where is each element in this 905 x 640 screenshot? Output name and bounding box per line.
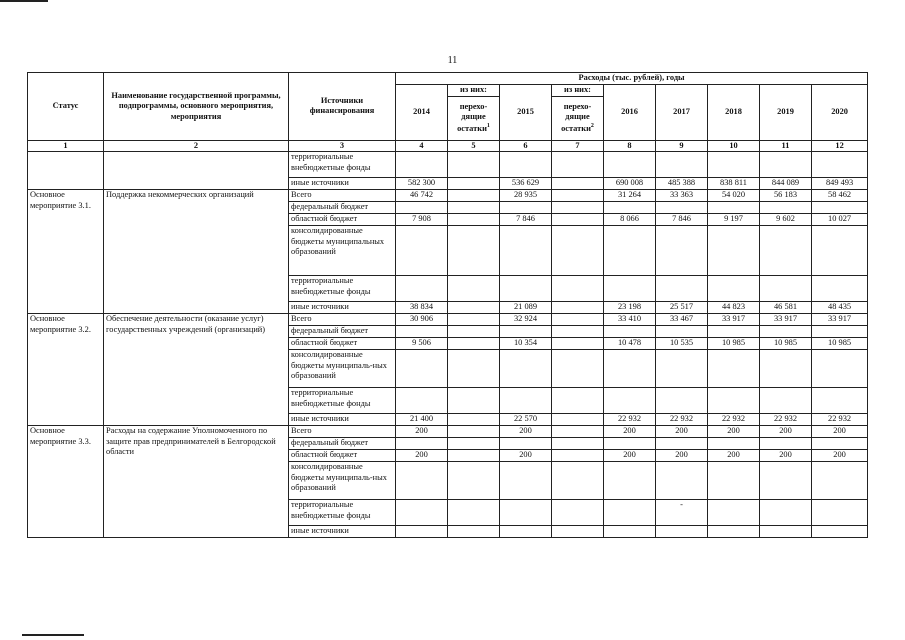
value-cell: 485 388: [656, 178, 708, 190]
value-cell: [656, 388, 708, 414]
value-cell: 7 908: [396, 214, 448, 226]
value-cell: [656, 526, 708, 538]
value-cell: [448, 450, 500, 462]
value-cell: [552, 152, 604, 178]
value-cell: 200: [760, 426, 812, 438]
value-cell: [760, 226, 812, 276]
value-cell: [604, 350, 656, 388]
value-cell: 10 985: [760, 338, 812, 350]
value-cell: [552, 414, 604, 426]
value-cell: [396, 462, 448, 500]
value-cell: [708, 202, 760, 214]
value-cell: [604, 526, 656, 538]
value-cell: 200: [812, 450, 868, 462]
funding-source: иные источники: [289, 526, 396, 538]
value-cell: 54 020: [708, 190, 760, 202]
value-cell: [448, 226, 500, 276]
value-cell: 33 917: [812, 314, 868, 326]
status-cell: Основное мероприятие 3.3.: [28, 426, 104, 538]
value-cell: [760, 202, 812, 214]
footnote-2-marker: 2: [590, 122, 594, 129]
value-cell: 22 932: [708, 414, 760, 426]
value-cell: [708, 276, 760, 302]
value-cell: 200: [708, 450, 760, 462]
value-cell: [500, 202, 552, 214]
value-cell: [812, 276, 868, 302]
value-cell: 582 300: [396, 178, 448, 190]
scan-edge-mark: [0, 0, 48, 2]
value-cell: [760, 326, 812, 338]
value-cell: [760, 500, 812, 526]
value-cell: [552, 190, 604, 202]
column-number: 12: [812, 140, 868, 152]
value-cell: 44 823: [708, 302, 760, 314]
value-cell: [396, 526, 448, 538]
value-cell: 33 467: [656, 314, 708, 326]
value-cell: [656, 152, 708, 178]
value-cell: 200: [656, 426, 708, 438]
value-cell: [604, 276, 656, 302]
value-cell: [760, 462, 812, 500]
value-cell: 46 581: [760, 302, 812, 314]
header-year-2020: 2020: [812, 85, 868, 141]
value-cell: [448, 338, 500, 350]
funding-source: консолидированные бюджеты муниципальных образований: [289, 226, 396, 276]
value-cell: [396, 326, 448, 338]
funding-source: областной бюджет: [289, 338, 396, 350]
value-cell: [396, 388, 448, 414]
value-cell: [500, 226, 552, 276]
funding-source: территориальные внебюджетные фонды: [289, 152, 396, 178]
value-cell: 7 846: [656, 214, 708, 226]
value-cell: [812, 226, 868, 276]
value-cell: 690 008: [604, 178, 656, 190]
header-sources: Источники финансирования: [289, 73, 396, 141]
status-cell: Основное мероприятие 3.1.: [28, 190, 104, 314]
value-cell: [812, 526, 868, 538]
value-cell: [708, 388, 760, 414]
table-row: [28, 190, 868, 202]
value-cell: [552, 214, 604, 226]
funding-source: областной бюджет: [289, 214, 396, 226]
value-cell: [448, 178, 500, 190]
measure-name-cell: Расходы на содержание Уполномоченного по защите прав предпринимателей в Белгородской области: [104, 426, 289, 538]
funding-source: федеральный бюджет: [289, 202, 396, 214]
funding-source: иные источники: [289, 302, 396, 314]
value-cell: 200: [656, 450, 708, 462]
value-cell: 22 570: [500, 414, 552, 426]
status-cell-continued: [28, 152, 104, 190]
header-status: Статус: [28, 73, 104, 141]
column-number: 1: [28, 140, 104, 152]
value-cell: [500, 388, 552, 414]
value-cell: 10 535: [656, 338, 708, 350]
header-sub2-bottom: перехо-дящие остатки: [561, 101, 592, 133]
value-cell: 200: [396, 426, 448, 438]
value-cell: [760, 388, 812, 414]
column-number: 2: [104, 140, 289, 152]
value-cell: 22 932: [604, 414, 656, 426]
funding-source: территориальные внебюджетные фонды: [289, 388, 396, 414]
value-cell: 33 410: [604, 314, 656, 326]
funding-source: федеральный бюджет: [289, 326, 396, 338]
value-cell: 9 506: [396, 338, 448, 350]
value-cell: 200: [708, 426, 760, 438]
value-cell: [604, 202, 656, 214]
value-cell: 48 435: [812, 302, 868, 314]
value-cell: 21 400: [396, 414, 448, 426]
value-cell: [500, 526, 552, 538]
value-cell: [448, 388, 500, 414]
table-row: [28, 426, 868, 438]
header-year-2015: 2015: [500, 85, 552, 141]
value-cell: [812, 152, 868, 178]
table-row: [28, 314, 868, 326]
column-number: 11: [760, 140, 812, 152]
value-cell: [760, 276, 812, 302]
value-cell: 10 354: [500, 338, 552, 350]
value-cell: 10 985: [708, 338, 760, 350]
column-number: 4: [396, 140, 448, 152]
value-cell: -: [656, 500, 708, 526]
header-year-2016: 2016: [604, 85, 656, 141]
value-cell: 10 985: [812, 338, 868, 350]
value-cell: [604, 326, 656, 338]
column-number: 8: [604, 140, 656, 152]
value-cell: [552, 526, 604, 538]
column-number: 7: [552, 140, 604, 152]
value-cell: [448, 426, 500, 438]
value-cell: [448, 314, 500, 326]
value-cell: 21 089: [500, 302, 552, 314]
value-cell: [708, 526, 760, 538]
value-cell: 838 811: [708, 178, 760, 190]
value-cell: [708, 438, 760, 450]
value-cell: [656, 438, 708, 450]
value-cell: [552, 462, 604, 500]
value-cell: 22 932: [656, 414, 708, 426]
value-cell: [812, 462, 868, 500]
value-cell: [448, 438, 500, 450]
header-sub1-carryover: [448, 96, 500, 140]
header-sub2-carryover: [552, 96, 604, 140]
value-cell: [708, 500, 760, 526]
value-cell: [552, 302, 604, 314]
value-cell: [760, 152, 812, 178]
value-cell: [552, 178, 604, 190]
value-cell: [552, 314, 604, 326]
value-cell: 25 517: [656, 302, 708, 314]
value-cell: 9 197: [708, 214, 760, 226]
header-year-2014: 2014: [396, 85, 448, 141]
value-cell: 7 846: [500, 214, 552, 226]
funding-source: Всего: [289, 314, 396, 326]
value-cell: [812, 388, 868, 414]
header-year-2018: 2018: [708, 85, 760, 141]
column-number-row: [28, 140, 868, 152]
value-cell: [396, 226, 448, 276]
value-cell: [500, 152, 552, 178]
value-cell: [812, 326, 868, 338]
value-cell: [552, 226, 604, 276]
value-cell: 849 493: [812, 178, 868, 190]
value-cell: 200: [500, 426, 552, 438]
funding-source: консолидированные бюджеты муниципаль-ных образований: [289, 350, 396, 388]
value-cell: [448, 202, 500, 214]
value-cell: [396, 202, 448, 214]
column-number: 6: [500, 140, 552, 152]
value-cell: 200: [604, 426, 656, 438]
value-cell: 10 478: [604, 338, 656, 350]
value-cell: [448, 414, 500, 426]
value-cell: [500, 462, 552, 500]
value-cell: 33 917: [760, 314, 812, 326]
header-sub2-top: из них:: [552, 85, 604, 97]
value-cell: [448, 462, 500, 500]
value-cell: [552, 326, 604, 338]
funding-source: иные источники: [289, 178, 396, 190]
value-cell: [448, 276, 500, 302]
value-cell: [448, 500, 500, 526]
value-cell: [500, 500, 552, 526]
value-cell: [656, 462, 708, 500]
column-number: 9: [656, 140, 708, 152]
value-cell: [708, 350, 760, 388]
value-cell: [500, 350, 552, 388]
value-cell: 844 089: [760, 178, 812, 190]
value-cell: [656, 226, 708, 276]
value-cell: [656, 350, 708, 388]
value-cell: 200: [812, 426, 868, 438]
value-cell: [552, 500, 604, 526]
value-cell: 33 363: [656, 190, 708, 202]
value-cell: 23 198: [604, 302, 656, 314]
footnote-1-marker: 1: [486, 122, 490, 129]
value-cell: [812, 500, 868, 526]
value-cell: 56 183: [760, 190, 812, 202]
value-cell: 536 629: [500, 178, 552, 190]
value-cell: [812, 202, 868, 214]
value-cell: [448, 350, 500, 388]
value-cell: 9 602: [760, 214, 812, 226]
value-cell: 200: [760, 450, 812, 462]
value-cell: [396, 500, 448, 526]
value-cell: [760, 350, 812, 388]
value-cell: 200: [396, 450, 448, 462]
value-cell: [552, 388, 604, 414]
value-cell: 58 462: [812, 190, 868, 202]
value-cell: [656, 276, 708, 302]
value-cell: [604, 226, 656, 276]
value-cell: 30 906: [396, 314, 448, 326]
value-cell: [552, 438, 604, 450]
value-cell: 10 027: [812, 214, 868, 226]
funding-source: территориальные внебюджетные фонды: [289, 276, 396, 302]
value-cell: 200: [604, 450, 656, 462]
column-number: 3: [289, 140, 396, 152]
status-cell: Основное мероприятие 3.2.: [28, 314, 104, 426]
column-number: 10: [708, 140, 760, 152]
funding-source: Всего: [289, 426, 396, 438]
name-cell-continued: [104, 152, 289, 190]
value-cell: 8 066: [604, 214, 656, 226]
value-cell: 31 264: [604, 190, 656, 202]
value-cell: [812, 350, 868, 388]
value-cell: [552, 276, 604, 302]
value-cell: [396, 350, 448, 388]
scan-edge-mark: [22, 634, 84, 636]
value-cell: 38 834: [396, 302, 448, 314]
value-cell: [760, 526, 812, 538]
header-sub1-bottom: перехо-дящие остатки: [457, 101, 488, 133]
funding-source: областной бюджет: [289, 450, 396, 462]
header-name: Наименование государственной программы, подпрограммы, основного мероприятия, мероприятия: [104, 73, 289, 141]
value-cell: [500, 438, 552, 450]
value-cell: [604, 462, 656, 500]
header-year-2017: 2017: [656, 85, 708, 141]
value-cell: [656, 326, 708, 338]
measure-name-cell: Поддержка некоммерческих организаций: [104, 190, 289, 314]
value-cell: 200: [500, 450, 552, 462]
value-cell: 33 917: [708, 314, 760, 326]
value-cell: [708, 326, 760, 338]
value-cell: [396, 152, 448, 178]
funding-source: территориальные внебюджетные фонды: [289, 500, 396, 526]
value-cell: [552, 426, 604, 438]
value-cell: [604, 388, 656, 414]
measure-name-cell: Обеспечение деятельности (оказание услуг) государственных учреждений (организаций): [104, 314, 289, 426]
value-cell: [396, 438, 448, 450]
value-cell: 46 742: [396, 190, 448, 202]
value-cell: [760, 438, 812, 450]
value-cell: 22 932: [812, 414, 868, 426]
value-cell: [448, 190, 500, 202]
value-cell: [708, 226, 760, 276]
column-number: 5: [448, 140, 500, 152]
funding-source: иные источники: [289, 414, 396, 426]
value-cell: [396, 276, 448, 302]
value-cell: [604, 152, 656, 178]
header-year-2019: 2019: [760, 85, 812, 141]
value-cell: [604, 500, 656, 526]
header-sub1-top: из них:: [448, 85, 500, 97]
funding-source: Всего: [289, 190, 396, 202]
header-expenses: Расходы (тыс. рублей), годы: [396, 73, 868, 85]
value-cell: [500, 326, 552, 338]
value-cell: [812, 438, 868, 450]
value-cell: 28 935: [500, 190, 552, 202]
page-number: 11: [447, 55, 458, 66]
value-cell: [604, 438, 656, 450]
table-row: [28, 152, 868, 178]
value-cell: 32 924: [500, 314, 552, 326]
value-cell: [448, 526, 500, 538]
value-cell: [552, 202, 604, 214]
value-cell: [448, 152, 500, 178]
funding-source: консолидированные бюджеты муниципаль-ных образований: [289, 462, 396, 500]
value-cell: [448, 326, 500, 338]
value-cell: [708, 462, 760, 500]
value-cell: [448, 214, 500, 226]
value-cell: [656, 202, 708, 214]
funding-source: федеральный бюджет: [289, 438, 396, 450]
value-cell: 22 932: [760, 414, 812, 426]
value-cell: [448, 302, 500, 314]
value-cell: [708, 152, 760, 178]
value-cell: [552, 350, 604, 388]
value-cell: [552, 338, 604, 350]
budget-table: [27, 72, 868, 538]
value-cell: [552, 450, 604, 462]
value-cell: [500, 276, 552, 302]
